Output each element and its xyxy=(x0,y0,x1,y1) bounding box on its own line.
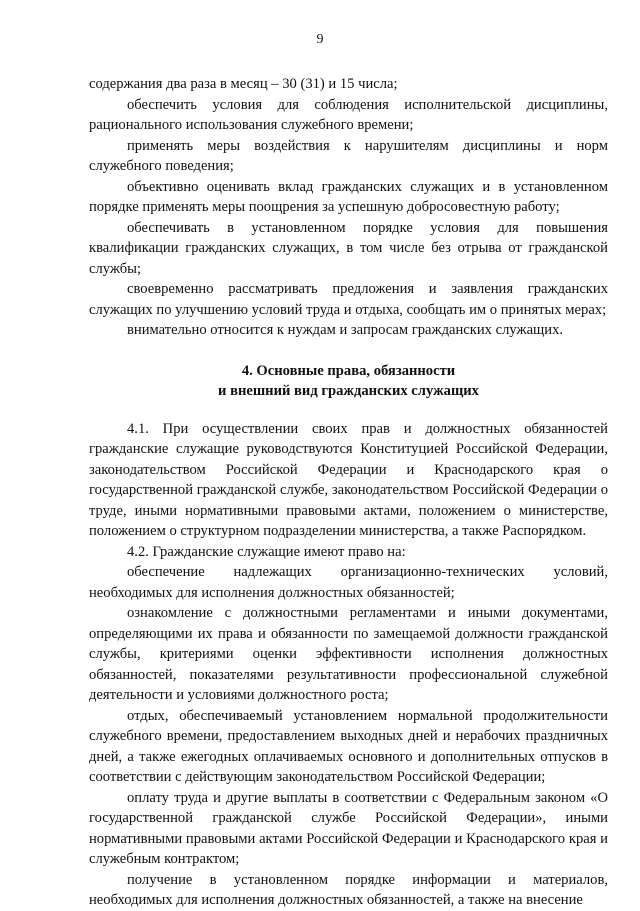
section-heading xyxy=(89,361,608,401)
paragraph: внимательно относится к нуждам и запросам гражданских служащих. xyxy=(127,322,564,338)
paragraph: объективно оценивать вклад гражданских служащих и в установленном порядке применять меры поощрения за успешную добросовестную работу; xyxy=(89,178,608,215)
paragraph-continuation: содержания два раза в месяц – 30 (31) и 15 числа; xyxy=(89,76,398,92)
document-body xyxy=(89,74,608,911)
paragraph: оплату труда и другие выплаты в соответствии с Федеральным законом «О государственной гражданской службе Российской Федерации», иными нормативными правовыми актами Российской Федерации и Краснодарского края и служебным контрактом; xyxy=(89,789,608,867)
paragraph: отдых, обеспечиваемый установлением нормальной продолжительности служебного времени, предоставлением выходных дней и нерабочих праздничных дней, а также ежегодных оплачиваемых основного и дополнительных отпусков в соответствии с действующим законодательством Российской Федерации; xyxy=(89,707,608,785)
paragraph: 4.2. Гражданские служащие имеют право на: xyxy=(127,543,406,560)
paragraph: обеспечивать в установленном порядке условия для повышения квалификации гражданских служащих, в том числе без отрыва от гражданской службы; xyxy=(89,219,608,277)
page-number: 9 xyxy=(316,32,324,47)
paragraph: обеспечение надлежащих организационно-технических условий, необходимых для исполнения должностных обязанностей; xyxy=(89,564,608,601)
paragraph: обеспечить условия для соблюдения исполнительской дисциплины, рационального использования служебного времени; xyxy=(89,96,608,133)
section-heading-line: 4. Основные права, обязанности xyxy=(241,362,456,379)
paragraph: ознакомление с должностными регламентами и иными документами, определяющими их права и обязанности по замещаемой должности гражданской службы, критериями оценки эффективности исполнения должностных обязанностей, показателями результативности профессиональной служебной деятельности и условиями должностного роста; xyxy=(89,605,608,703)
paragraph: получение в установленном порядке информации и материалов, необходимых для исполнения должностных обязанностей, а также на внесение xyxy=(89,871,608,908)
paragraph: своевременно рассматривать предложения и заявления гражданских служащих по улучшению условий труда и отдыха, сообщать им о принятых мерах; xyxy=(89,281,608,318)
section-heading-line: и внешний вид гражданских служащих xyxy=(218,382,479,399)
paragraph: применять меры воздействия к нарушителям дисциплины и норм служебного поведения; xyxy=(89,137,608,174)
paragraph: 4.1. При осуществлении своих прав и должностных обязанностей гражданские служащие руководствуются Конституцией Российской Федерации, законодательством Российской Федерации и Краснодарского края о государственной гражданской службе, законодательством Российской Федерации о труде, иными нормативными правовыми актами, положением о министерстве, положением о структурном подразделении министерства, а также Распорядком. xyxy=(89,420,608,539)
